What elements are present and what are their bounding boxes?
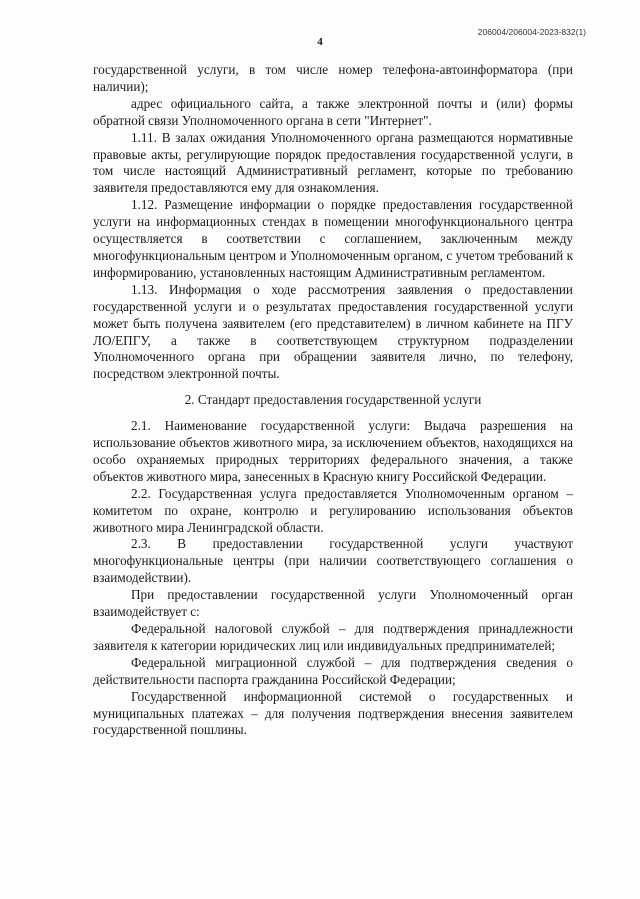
paragraph: 2.2. Государственная услуга предоставляется Уполномоченным органом – комитетом по охране, контролю и регулированию использования объектов животного мира Ленинградской области. [93,485,573,535]
paragraph: Государственной информационной системой о государственных и муниципальных платежах – для получения подтверждения внесения заявителем государственной пошлины. [93,688,573,738]
document-body [93,62,573,739]
paragraph: 1.11. В залах ожидания Уполномоченного органа размещаются нормативные правовые акты, регулирующие порядок предоставления государственной услуги, в том числе настоящий Административный регламент, которые по требованию заявителя предоставляются ему для ознакомления. [93,129,573,196]
paragraph: 1.12. Размещение информации о порядке предоставления государственной услуги на информационных стендах в помещении многофункционального центра осуществляется в соответствии с соглашением, заключенным между многофункциональным центром и Уполномоченным органом, с учетом требований к информированию, установленных настоящим Административным регламентом. [93,197,573,280]
document-id: 206004/206004-2023-832(1) [477,27,586,37]
section-heading: 2. Стандарт предоставления государственной услуги [184,392,482,408]
paragraph: государственной услуги, в том числе номер телефона-автоинформатора (при наличии); [93,62,573,94]
paragraph: 1.13. Информация о ходе рассмотрения заявления о предоставлении государственной услуги и о результатах предоставления государственной услуги может быть получена заявителем (его представителем) в личном кабинете на ПГУ ЛО/ЕПГУ, а также в соответствующем структурном подразделении Уполномоченного органа при обращении заявителя лично, по телефону, посредством электронной почты. [93,281,573,382]
paragraph: 2.1. Наименование государственной услуги: Выдача разрешения на использование объектов животного мира, за исключением объектов, находящихся на особо охраняемых природных территориях федерального значения, а также объектов животного мира, занесенных в Красную книгу Российской Федерации. [93,418,573,484]
page-number: 4 [317,36,323,48]
paragraph: адрес официального сайта, а также электронной почты и (или) формы обратной связи Уполномоченного органа в сети "Интернет". [93,95,573,128]
paragraph: Федеральной миграционной службой – для подтверждения сведения о действительности паспорта гражданина Российской Федерации; [93,654,573,687]
paragraph: При предоставлении государственной услуги Уполномоченный орган взаимодействует с: [93,587,573,620]
paragraph: Федеральной налоговой службой – для подтверждения принадлежности заявителя к категории юридических лиц или индивидуальных предпринимателей; [93,621,573,653]
paragraph: 2.3. В предоставлении государственной услуги участвуют многофункциональные центры (при наличии соответствующего соглашения о взаимодействии). [93,536,573,586]
